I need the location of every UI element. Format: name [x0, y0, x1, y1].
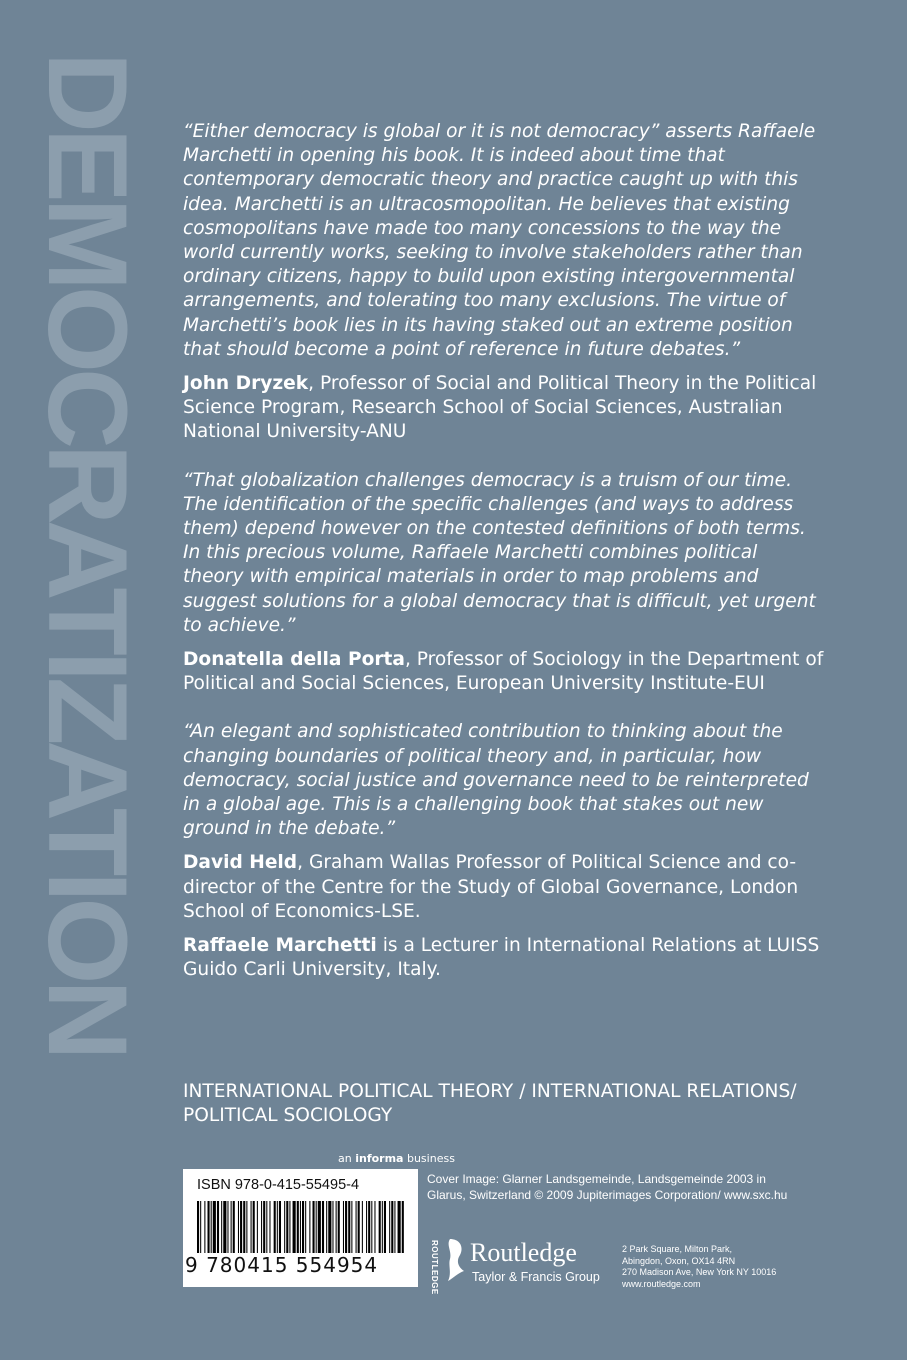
author-bio-text: is a Lecturer in International Relations at LUISS Guido Carli University, Italy.	[183, 935, 820, 981]
endorser-role-2: , Professor of Sociology in the Department of Political and Social Sciences, European University Institute-EUI	[183, 649, 824, 695]
endorser-name-1: John Dryzek	[183, 373, 309, 395]
publisher-group: Taylor & Francis Group	[472, 1270, 600, 1284]
vertical-title-text: DEMOCRATIZATION	[25, 52, 150, 1056]
barcode-digits: 9 780415 554954	[185, 1253, 379, 1277]
endorser-name-3: David Held	[183, 852, 298, 874]
routledge-logo-icon	[444, 1237, 468, 1283]
blurb-quote-3: “An elegant and sophisticated contribution to thinking about the changing boundaries of political theory and, in particular, how democracy, social justice and governance need to be reinterpreted in a global age. This is a challenging book that stakes out new ground in the debate.”	[183, 721, 809, 840]
barcode-panel	[183, 1169, 418, 1287]
cover-image-credit: Cover Image: Glarner Landsgemeinde, Landsgemeinde 2003 in Glarus, Switzerland © 2009 Jupiterimages Corporation/ www.sxc.hu	[427, 1172, 788, 1202]
isbn-label: ISBN 978-0-415-55495-4	[197, 1177, 360, 1193]
publisher-address: 2 Park Square, Milton Park, Abingdon, Oxon, OX14 4RN 270 Madison Ave, New York NY 10016 www.routledge.com	[622, 1244, 777, 1289]
publisher-name: Routledge	[470, 1238, 577, 1267]
author-name: Raffaele Marchetti	[183, 935, 377, 957]
endorser-role-1: , Professor of Social and Political Theory in the Political Science Program, Research School of Social Sciences, Australian National University-ANU	[183, 373, 817, 443]
informa-tagline: an informa business	[338, 1152, 455, 1165]
blurb-quote-1: “Either democracy is global or it is not democracy” asserts Raffaele Marchetti in opening his book. It is indeed about time that contemporary democratic theory and practice caught up with this idea. Marchetti is an ultracosmopolitan. He believes that existing cosmopolitans have made too many concessions to the way the world currently works, seeking to involve stakeholders rather than ordinary citizens, happy to build upon existing intergovernmental arrangements, and tolerating too many exclusions. The virtue of Marchetti’s book lies in its having staked out an extreme position that should become a point of reference in future debates.”	[183, 121, 816, 360]
blurb-attribution-2	[183, 648, 833, 696]
blurb-attribution-1	[183, 372, 833, 445]
informa-brand: informa	[355, 1152, 404, 1165]
vertical-title-watermark	[25, 52, 150, 1310]
barcode-bars	[197, 1201, 403, 1253]
endorser-role-3: , Graham Wallas Professor of Political Science and co- director of the Centre for the Study of Global Governance, London School of Economics-LSE.	[183, 852, 799, 922]
author-bio	[183, 934, 833, 982]
blurbs-section	[183, 120, 833, 983]
subject-categories: INTERNATIONAL POLITICAL THEORY / INTERNATIONAL RELATIONS/ POLITICAL SOCIOLOGY	[183, 1081, 797, 1127]
endorser-name-2: Donatella della Porta	[183, 649, 405, 671]
blurb-quote-2: “That globalization challenges democracy is a truism of our time. The identification of the specific challenges (and ways to address them) depend however on the contested definitions of both terms. In this precious volume, Raffaele Marchetti combines political theory with empirical materials in order to map problems and suggest solutions for a global democracy that is difficult, yet urgent to achieve.”	[183, 469, 816, 636]
blurb-attribution-3	[183, 851, 833, 924]
routledge-vertical-mark: ROUTLEDGE	[430, 1240, 439, 1295]
